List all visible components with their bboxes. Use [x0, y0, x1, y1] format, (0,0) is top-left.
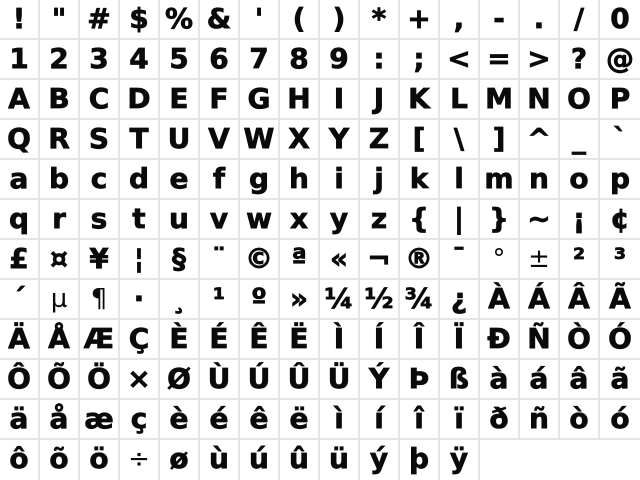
glyph-cell[interactable]: i [320, 160, 360, 200]
glyph-cell[interactable]: # [80, 0, 120, 40]
glyph-cell[interactable]: g [240, 160, 280, 200]
glyph-cell[interactable]: E [160, 80, 200, 120]
glyph-cell[interactable]: > [520, 40, 560, 80]
glyph-cell[interactable]: ° [480, 240, 520, 280]
glyph-cell[interactable]: T [120, 120, 160, 160]
glyph-cell[interactable]: ¬ [360, 240, 400, 280]
glyph-cell[interactable]: < [440, 40, 480, 80]
glyph-cell[interactable]: ^ [520, 120, 560, 160]
glyph-cell[interactable]: Ò [560, 320, 600, 360]
glyph-cell[interactable]: ç [120, 400, 160, 440]
glyph-cell[interactable]: ¸ [160, 280, 200, 320]
glyph-cell[interactable]: X [280, 120, 320, 160]
glyph-cell[interactable]: N [520, 80, 560, 120]
glyph-cell[interactable]: h [280, 160, 320, 200]
glyph-cell[interactable]: 7 [240, 40, 280, 80]
glyph-cell[interactable]: p [600, 160, 640, 200]
glyph-cell[interactable]: Ä [0, 320, 40, 360]
glyph-cell[interactable]: ; [400, 40, 440, 80]
glyph-cell[interactable]: º [240, 280, 280, 320]
glyph-cell[interactable]: P [600, 80, 640, 120]
glyph-cell[interactable]: w [240, 200, 280, 240]
glyph-cell[interactable]: 6 [200, 40, 240, 80]
glyph-cell[interactable]: ¦ [120, 240, 160, 280]
glyph-cell[interactable]: Ü [320, 360, 360, 400]
glyph-cell[interactable]: û [280, 440, 320, 480]
glyph-cell[interactable]: ® [400, 240, 440, 280]
glyph-cell[interactable]: ü [320, 440, 360, 480]
glyph-cell[interactable]: » [280, 280, 320, 320]
glyph-cell[interactable]: o [560, 160, 600, 200]
glyph-cell[interactable]: ã [600, 360, 640, 400]
glyph-cell[interactable]: G [240, 80, 280, 120]
glyph-cell[interactable]: 4 [120, 40, 160, 80]
glyph-cell[interactable]: & [200, 0, 240, 40]
glyph-cell[interactable]: £ [0, 240, 40, 280]
glyph-cell[interactable]: Z [360, 120, 400, 160]
glyph-cell[interactable]: Ñ [520, 320, 560, 360]
glyph-cell[interactable]: Ú [240, 360, 280, 400]
glyph-cell[interactable]: @ [600, 40, 640, 80]
glyph-cell[interactable]: ¨ [200, 240, 240, 280]
glyph-cell[interactable]: q [0, 200, 40, 240]
glyph-cell[interactable]: " [40, 0, 80, 40]
glyph-cell[interactable]: æ [80, 400, 120, 440]
glyph-cell[interactable]: Ý [360, 360, 400, 400]
glyph-cell[interactable]: ÷ [120, 440, 160, 480]
glyph-cell[interactable]: Ç [120, 320, 160, 360]
glyph-cell[interactable]: + [400, 0, 440, 40]
glyph-cell[interactable]: Í [360, 320, 400, 360]
glyph-cell[interactable]: H [280, 80, 320, 120]
glyph-cell[interactable]: Y [320, 120, 360, 160]
glyph-cell[interactable]: à [480, 360, 520, 400]
glyph-cell[interactable]: § [160, 240, 200, 280]
glyph-cell[interactable]: Þ [400, 360, 440, 400]
glyph-cell[interactable]: ½ [360, 280, 400, 320]
glyph-cell[interactable]: Î [400, 320, 440, 360]
glyph-cell[interactable]: ² [560, 240, 600, 280]
glyph-cell[interactable]: \ [440, 120, 480, 160]
glyph-cell[interactable]: ó [600, 400, 640, 440]
glyph-cell[interactable]: I [320, 80, 360, 120]
glyph-cell[interactable]: ª [280, 240, 320, 280]
glyph-cell[interactable]: J [360, 80, 400, 120]
glyph-cell[interactable]: C [80, 80, 120, 120]
glyph-cell[interactable]: Ð [480, 320, 520, 360]
glyph-cell[interactable]: b [40, 160, 80, 200]
glyph-cell[interactable]: m [480, 160, 520, 200]
glyph-cell[interactable]: % [160, 0, 200, 40]
glyph-cell[interactable]: ¡ [560, 200, 600, 240]
glyph-cell[interactable]: ú [240, 440, 280, 480]
glyph-cell[interactable]: ý [360, 440, 400, 480]
glyph-cell[interactable]: Æ [80, 320, 120, 360]
glyph-cell[interactable]: ) [320, 0, 360, 40]
glyph-cell[interactable]: u [160, 200, 200, 240]
glyph-cell[interactable]: ¤ [40, 240, 80, 280]
glyph-cell[interactable]: F [200, 80, 240, 120]
glyph-cell[interactable]: ~ [520, 200, 560, 240]
glyph-cell[interactable]: D [120, 80, 160, 120]
glyph-cell[interactable]: s [80, 200, 120, 240]
glyph-cell[interactable]: ë [280, 400, 320, 440]
glyph-cell[interactable]: [ [400, 120, 440, 160]
glyph-cell[interactable]: r [40, 200, 80, 240]
glyph-cell[interactable]: - [480, 0, 520, 40]
glyph-cell[interactable]: ¾ [400, 280, 440, 320]
glyph-cell[interactable]: A [0, 80, 40, 120]
glyph-cell[interactable]: ( [280, 0, 320, 40]
glyph-cell[interactable]: Ê [240, 320, 280, 360]
glyph-cell[interactable]: v [200, 200, 240, 240]
glyph-cell[interactable]: ï [440, 400, 480, 440]
glyph-cell[interactable]: Á [520, 280, 560, 320]
glyph-cell[interactable]: S [80, 120, 120, 160]
glyph-cell[interactable]: y [320, 200, 360, 240]
glyph-cell[interactable]: U [160, 120, 200, 160]
glyph-cell[interactable]: ö [80, 440, 120, 480]
glyph-cell[interactable]: Q [0, 120, 40, 160]
glyph-cell[interactable]: á [520, 360, 560, 400]
glyph-cell[interactable]: $ [120, 0, 160, 40]
glyph-cell[interactable]: Ó [600, 320, 640, 360]
glyph-cell[interactable]: l [440, 160, 480, 200]
glyph-cell[interactable]: j [360, 160, 400, 200]
glyph-cell[interactable]: ÿ [440, 440, 480, 480]
glyph-cell[interactable]: â [560, 360, 600, 400]
glyph-cell[interactable]: ¹ [200, 280, 240, 320]
glyph-cell[interactable]: n [520, 160, 560, 200]
glyph-cell[interactable]: z [360, 200, 400, 240]
glyph-cell[interactable]: · [120, 280, 160, 320]
glyph-cell[interactable]: À [480, 280, 520, 320]
glyph-cell[interactable]: 1 [0, 40, 40, 80]
glyph-cell[interactable]: Õ [40, 360, 80, 400]
glyph-cell[interactable]: Ô [0, 360, 40, 400]
glyph-cell[interactable]: ! [0, 0, 40, 40]
glyph-cell[interactable]: ¯ [440, 240, 480, 280]
glyph-cell[interactable]: = [480, 40, 520, 80]
glyph-cell[interactable]: R [40, 120, 80, 160]
glyph-cell[interactable]: _ [560, 120, 600, 160]
glyph-cell[interactable]: í [360, 400, 400, 440]
glyph-cell[interactable]: ø [160, 440, 200, 480]
glyph-cell[interactable]: * [360, 0, 400, 40]
glyph-cell[interactable]: { [400, 200, 440, 240]
glyph-cell[interactable]: 5 [160, 40, 200, 80]
glyph-cell[interactable]: ] [480, 120, 520, 160]
glyph-cell[interactable]: å [40, 400, 80, 440]
glyph-cell[interactable]: / [560, 0, 600, 40]
glyph-cell[interactable]: t [120, 200, 160, 240]
glyph-cell[interactable]: Â [560, 280, 600, 320]
glyph-cell[interactable]: x [280, 200, 320, 240]
glyph-cell[interactable]: « [320, 240, 360, 280]
glyph-cell[interactable]: W [240, 120, 280, 160]
glyph-cell[interactable]: k [400, 160, 440, 200]
glyph-cell[interactable]: ô [0, 440, 40, 480]
glyph-cell[interactable]: e [160, 160, 200, 200]
glyph-cell[interactable]: , [440, 0, 480, 40]
glyph-cell[interactable]: ä [0, 400, 40, 440]
glyph-cell[interactable]: B [40, 80, 80, 120]
glyph-cell[interactable]: c [80, 160, 120, 200]
glyph-cell[interactable]: ù [200, 440, 240, 480]
glyph-cell[interactable]: M [480, 80, 520, 120]
glyph-cell[interactable]: Ö [80, 360, 120, 400]
glyph-cell[interactable]: K [400, 80, 440, 120]
glyph-cell[interactable]: © [240, 240, 280, 280]
glyph-cell[interactable]: ¿ [440, 280, 480, 320]
glyph-cell[interactable]: d [120, 160, 160, 200]
glyph-cell[interactable]: ß [440, 360, 480, 400]
glyph-cell[interactable]: V [200, 120, 240, 160]
glyph-cell[interactable]: ³ [600, 240, 640, 280]
glyph-cell[interactable]: Ë [280, 320, 320, 360]
glyph-cell[interactable]: ? [560, 40, 600, 80]
glyph-cell[interactable]: | [440, 200, 480, 240]
glyph-cell[interactable]: a [0, 160, 40, 200]
glyph-cell[interactable]: Û [280, 360, 320, 400]
glyph-cell[interactable]: ñ [520, 400, 560, 440]
glyph-cell[interactable]: ò [560, 400, 600, 440]
glyph-cell[interactable]: f [200, 160, 240, 200]
glyph-cell[interactable]: . [520, 0, 560, 40]
glyph-cell[interactable]: : [360, 40, 400, 80]
glyph-cell[interactable]: õ [40, 440, 80, 480]
glyph-cell[interactable]: ´ [0, 280, 40, 320]
glyph-cell[interactable]: Ã [600, 280, 640, 320]
glyph-cell[interactable]: ¼ [320, 280, 360, 320]
glyph-cell[interactable]: ¢ [600, 200, 640, 240]
glyph-cell[interactable]: 0 [600, 0, 640, 40]
glyph-cell[interactable]: þ [400, 440, 440, 480]
glyph-cell[interactable]: 2 [40, 40, 80, 80]
glyph-cell[interactable]: 8 [280, 40, 320, 80]
glyph-cell[interactable]: L [440, 80, 480, 120]
glyph-cell[interactable]: 3 [80, 40, 120, 80]
glyph-cell[interactable]: ê [240, 400, 280, 440]
glyph-cell[interactable]: ' [240, 0, 280, 40]
glyph-cell[interactable]: ` [600, 120, 640, 160]
glyph-cell[interactable]: Ø [160, 360, 200, 400]
glyph-cell[interactable]: ± [520, 240, 560, 280]
glyph-cell[interactable]: } [480, 200, 520, 240]
glyph-cell[interactable]: Å [40, 320, 80, 360]
glyph-cell[interactable]: è [160, 400, 200, 440]
glyph-cell[interactable]: È [160, 320, 200, 360]
glyph-cell[interactable]: é [200, 400, 240, 440]
glyph-cell[interactable]: ¶ [80, 280, 120, 320]
glyph-cell[interactable]: 9 [320, 40, 360, 80]
glyph-cell[interactable]: O [560, 80, 600, 120]
glyph-cell[interactable]: î [400, 400, 440, 440]
glyph-cell[interactable]: É [200, 320, 240, 360]
glyph-cell[interactable]: × [120, 360, 160, 400]
glyph-cell[interactable]: Ì [320, 320, 360, 360]
glyph-cell[interactable]: ì [320, 400, 360, 440]
glyph-cell[interactable]: Ï [440, 320, 480, 360]
glyph-cell[interactable]: µ [40, 280, 80, 320]
glyph-cell[interactable]: ð [480, 400, 520, 440]
glyph-cell[interactable]: ¥ [80, 240, 120, 280]
glyph-cell[interactable]: Ù [200, 360, 240, 400]
